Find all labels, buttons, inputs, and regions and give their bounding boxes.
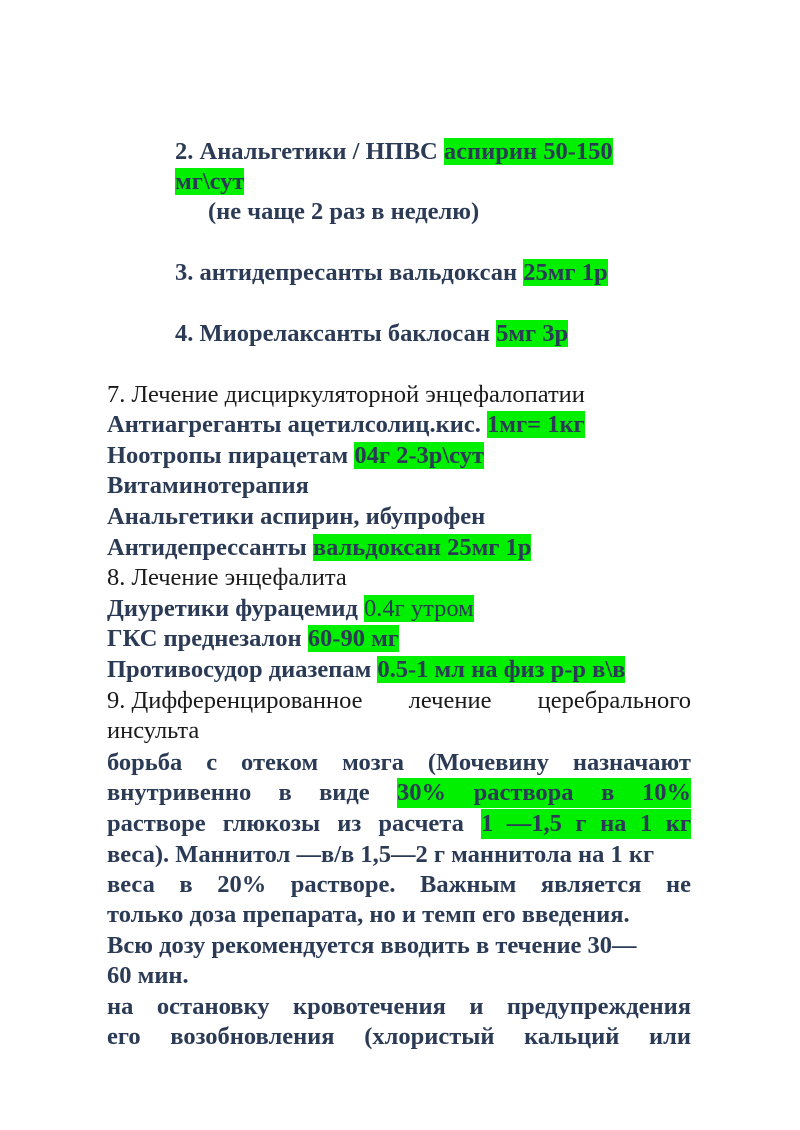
p1-line-8: 60 мин.: [107, 962, 189, 989]
section-7-row: [107, 471, 309, 501]
section-8-heading: 8. Лечение энцефалита: [107, 564, 347, 591]
p1-line-7: Всю дозу рекомендуется вводить в течение 30—: [107, 932, 637, 959]
p1-line-5: веса в 20% растворе. Важным является не: [107, 871, 691, 898]
row-text: Антидепрессанты: [107, 534, 313, 561]
section-9-heading-cont: инсульта: [107, 717, 200, 744]
heading-word: 9. Дифференцированное: [107, 687, 363, 714]
item-2-dose-cont-line: [175, 167, 244, 197]
section-7-row: [107, 441, 484, 471]
item-2-note: (не чаще 2 раз в неделю): [208, 198, 480, 225]
item-4-dose: 5мг 3р: [496, 320, 569, 347]
row-text: ГКС преднезалон: [107, 625, 308, 652]
row-text: Витаминотерапия: [107, 472, 309, 499]
section-8-row: [107, 594, 474, 624]
item-4-text: 4. Миорелаксанты баклосан: [175, 320, 497, 347]
row-text: Противосудор диазепам: [107, 656, 378, 683]
item-2-dose-cont: мг\сут: [175, 168, 245, 195]
item-2-dose: аспирин 50-150: [443, 138, 613, 165]
section-7-row: [107, 502, 485, 532]
item-4-line: [175, 319, 568, 349]
row-dose: 1мг= 1кг: [487, 411, 585, 438]
p1-line-1: борьба с отеком мозга (Мочевину назначают: [107, 749, 691, 776]
row-dose: 0.5-1 мл на физ р-р в\в: [377, 656, 626, 683]
heading-word: лечение: [408, 687, 492, 714]
p1-line-3: растворе глюкозы из расчета 1 —1,5 г на 1 кг: [107, 810, 691, 837]
row-text: Ноотропы пирацетам: [107, 442, 355, 469]
p2-line-2: его возобновления (хлористый кальций или: [107, 1023, 691, 1050]
item-3-dose: 25мг 1р: [523, 259, 608, 286]
item-3-text: 3. антидепресанты вальдоксан: [175, 259, 524, 286]
row-dose: 60-90 мг: [307, 625, 399, 652]
p1-line-3-dose: 1 —1,5 г на 1 кг: [481, 810, 691, 837]
item-3-line: [175, 258, 608, 288]
p1-line-6: только доза препарата, но и темп его введения.: [107, 901, 630, 928]
row-text: Антиагреганты ацетилсолиц.кис.: [107, 411, 488, 438]
section-7-heading: 7. Лечение дисциркуляторной энцефалопатии: [107, 381, 585, 408]
item-2-text: 2. Анальгетики / НПВС: [175, 138, 444, 165]
section-8-row: [107, 655, 625, 685]
p1-line-2-dose: 30% раствора в 10%: [396, 779, 691, 806]
p1-line-4: веса). Маннитол —в/в 1,5—2 г маннитола на 1 кг: [107, 841, 655, 868]
section-8-row: [107, 624, 399, 654]
section-7-row: [107, 533, 531, 563]
p1-line-2: внутривенно в виде 30% раствора в 10%: [107, 779, 691, 806]
row-text: Диуретики фурацемид: [107, 595, 365, 622]
p2-line-1: на остановку кровотечения и предупреждения: [107, 993, 691, 1020]
row-dose: вальдоксан 25мг 1р: [312, 534, 532, 561]
heading-word: церебрального: [537, 687, 691, 714]
section-7-row: [107, 410, 585, 440]
section-9-heading: [107, 686, 691, 716]
item-2-line: [175, 137, 613, 167]
row-text: Анальгетики аспирин, ибупрофен: [107, 503, 486, 530]
row-dose: 04г 2-3р\сут: [354, 442, 484, 469]
row-dose: 0.4г утром: [364, 595, 474, 622]
